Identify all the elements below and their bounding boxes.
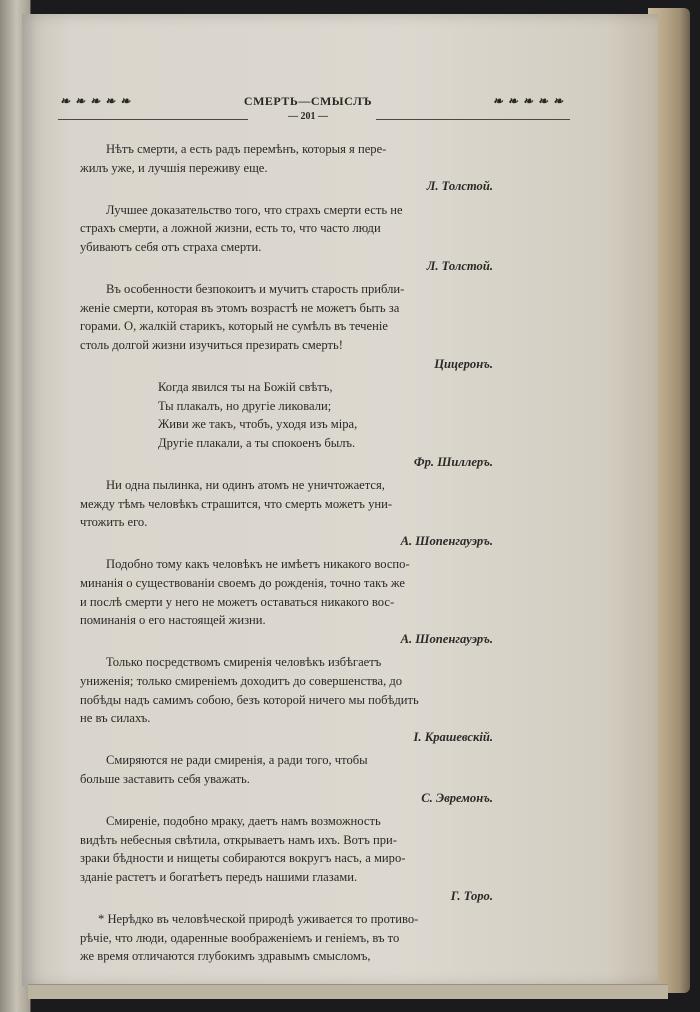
page-bottom-edge xyxy=(28,984,668,999)
header-ornament-right: ❧ ❧ ❧ ❧ ❧ xyxy=(492,94,564,108)
paragraph-line: между тѣмъ человѣкъ страшится, что смерть можетъ уни- xyxy=(80,496,393,511)
paragraph-line: Нѣтъ смерти, а есть радъ перемѣнъ, которыя я пере- xyxy=(106,142,387,156)
quote-author: А. Шопенгауэръ. xyxy=(400,631,493,646)
paragraph-line: зраки бѣдности и нищеты собираются вокругъ насъ, а миро- xyxy=(80,851,406,866)
running-head xyxy=(58,94,564,124)
paragraph-line: Лучшее доказательство того, что страхъ смерти есть не xyxy=(106,202,403,217)
paragraph-line: минанія о существованіи своемъ до рожденія, точно такъ же xyxy=(80,576,405,591)
paragraph-line: Только посредствомъ смиренія человѣкъ избѣгаетъ xyxy=(106,655,382,670)
paragraph-line: побѣды надъ самимъ собою, безъ которой ничего мы побѣдить xyxy=(80,692,419,707)
paragraph-line: женіе смерти, которая въ этомъ возрастѣ не можетъ быть за xyxy=(80,300,400,315)
quote-author: Фр. Шиллеръ. xyxy=(413,454,493,469)
quote-author: Цицеронъ. xyxy=(434,356,493,371)
paragraph-line: зданіе растетъ и богатѣетъ передъ нашими глазами. xyxy=(80,869,358,884)
paragraph-line: страхъ смерти, а ложной жизни, есть то, что часто люди xyxy=(80,221,381,236)
note-line: же время отличаются глубокимъ здравымъ смысломъ, xyxy=(80,949,371,964)
paragraph-line: поминанія о его настоящей жизни. xyxy=(80,613,266,628)
paragraph-line: Подобно тому какъ человѣкъ не имѣетъ никакого воспо- xyxy=(106,557,410,572)
paragraph-line: униженія; только смиреніемъ доходитъ до совершенства, до xyxy=(80,674,403,689)
quote-author: А. Шопенгауэръ. xyxy=(400,533,493,548)
paragraph-line: Смиряются не ради смиренія, а ради того, чтобы xyxy=(106,753,368,768)
verse-line: Ты плакалъ, но другіе ликовали; xyxy=(158,398,332,413)
verse-line: Другіе плакали, а ты спокоенъ былъ. xyxy=(158,435,356,450)
paragraph-line: Въ особенности безпокоитъ и мучитъ старость прибли- xyxy=(106,282,405,297)
paragraph-line: видѣть небесныя свѣтила, открываетъ намъ ихъ. Вотъ при- xyxy=(80,832,397,847)
paragraph-line: и послѣ смерти у него не можетъ оставаться никакого вос- xyxy=(80,594,395,609)
note-line: * Нерѣдко въ человѣческой природѣ уживается то противо- xyxy=(98,912,419,927)
paragraph-line: убиваютъ себя отъ страха смерти. xyxy=(80,239,262,254)
paragraph-line: Смиреніе, подобно мраку, даетъ намъ возможность xyxy=(106,814,381,829)
paragraph-line: горами. О, жалкій старикъ, который не сумѣлъ въ теченіе xyxy=(80,319,388,334)
header-rule-right xyxy=(376,119,570,120)
quote-author: Л. Толстой. xyxy=(426,258,493,273)
page-number: — 201 — xyxy=(288,111,328,122)
note-line: рѣчіе, что люди, одаренные воображеніемъ и геніемъ, въ то xyxy=(80,930,400,945)
paragraph-line: не въ силахъ. xyxy=(80,711,151,726)
quote-author: І. Крашевскій. xyxy=(413,729,493,744)
paragraph-line: столь долгой жизни изучиться презирать смерть! xyxy=(80,337,343,352)
quote-author: Г. Торо. xyxy=(450,888,493,903)
page-title: СМЕРТЬ—СМЫСЛЪ xyxy=(243,94,373,108)
verse-line: Когда явился ты на Божій свѣтъ, xyxy=(158,380,333,395)
paragraph-line: жилъ уже, и лучшія переживу еще. xyxy=(80,160,268,175)
paragraph-line: чтожить его. xyxy=(80,515,148,530)
page-body xyxy=(80,140,555,966)
verse-line: Живи же такъ, чтобъ, уходя изъ міра, xyxy=(158,417,358,432)
header-rule-left xyxy=(58,119,248,120)
quote-author: Л. Толстой. xyxy=(426,179,493,194)
header-ornament-left: ❧ ❧ ❧ ❧ ❧ xyxy=(60,94,132,108)
paragraph-line: Ни одна пылинка, ни одинъ атомъ не уничтожается, xyxy=(106,478,385,493)
quote-author: С. Эвремонъ. xyxy=(421,790,493,805)
paragraph-line: больше заставить себя уважать. xyxy=(80,772,250,786)
